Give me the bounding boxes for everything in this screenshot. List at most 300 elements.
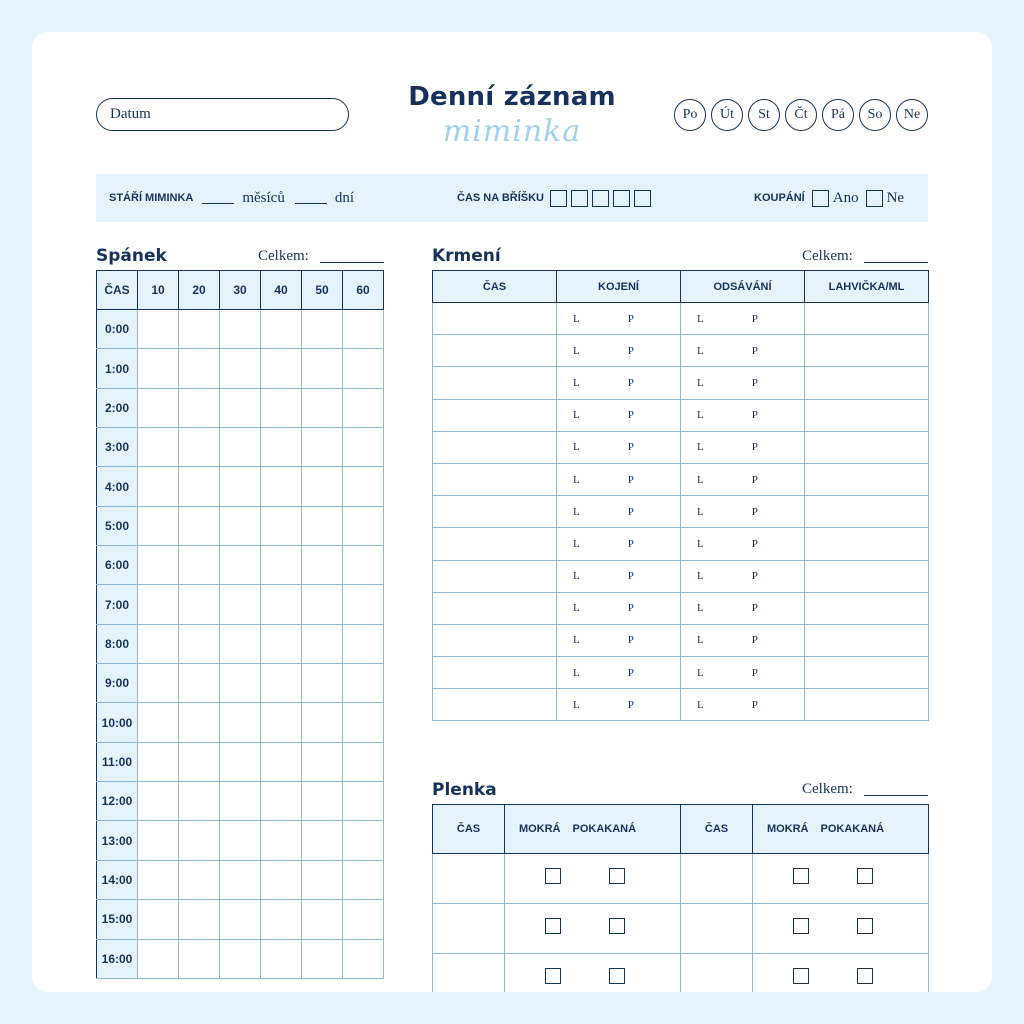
right-mark[interactable]: P <box>627 602 634 615</box>
left-right-marks <box>557 474 680 486</box>
pumping-cell[interactable] <box>681 689 805 721</box>
breastfeeding-cell[interactable] <box>557 463 681 495</box>
sleep-cell[interactable] <box>343 349 384 388</box>
left-mark[interactable]: L <box>697 505 704 518</box>
sleep-cell[interactable] <box>220 939 261 978</box>
sleep-cell[interactable] <box>220 467 261 506</box>
left-mark[interactable]: L <box>573 537 580 550</box>
wet-cell <box>753 854 809 904</box>
wet-checkbox[interactable] <box>545 918 561 934</box>
weekday-2[interactable]: St <box>748 99 780 131</box>
diaper-time-cell[interactable] <box>433 904 505 954</box>
right-mark[interactable]: P <box>751 409 758 422</box>
right-mark[interactable]: P <box>627 473 634 486</box>
weekday-5[interactable]: So <box>859 99 891 131</box>
bottle-ml-cell[interactable] <box>805 367 929 399</box>
sleep-cell[interactable] <box>261 388 302 427</box>
bottle-ml-cell[interactable] <box>805 624 929 656</box>
sleep-cell[interactable] <box>302 546 343 585</box>
sleep-cell[interactable] <box>138 585 179 624</box>
poop-cell <box>809 904 929 954</box>
sleep-cell[interactable] <box>179 388 220 427</box>
sleep-cell[interactable] <box>343 388 384 427</box>
sleep-hour-label: 3:00 <box>97 428 138 467</box>
feeding-time-cell[interactable] <box>433 689 557 721</box>
left-right-marks <box>681 377 804 389</box>
tummy-box[interactable] <box>550 190 567 207</box>
sleep-row <box>97 742 384 781</box>
bath-label: KOUPÁNÍ <box>754 192 805 204</box>
sleep-hour-label: 9:00 <box>97 664 138 703</box>
weekday-4[interactable]: Pá <box>822 99 854 131</box>
tummy-box[interactable] <box>592 190 609 207</box>
poop-checkbox[interactable] <box>609 918 625 934</box>
sleep-cell[interactable] <box>302 860 343 899</box>
left-mark[interactable]: L <box>697 473 704 486</box>
sleep-cell[interactable] <box>261 585 302 624</box>
diaper-time-cell[interactable] <box>681 854 753 904</box>
sleep-cell[interactable] <box>138 388 179 427</box>
sleep-cell[interactable] <box>261 782 302 821</box>
sleep-cell[interactable] <box>261 349 302 388</box>
feeding-time-cell[interactable] <box>433 431 557 463</box>
poop-checkbox[interactable] <box>857 968 873 984</box>
sleep-cell[interactable] <box>220 860 261 899</box>
sleep-cell[interactable] <box>302 742 343 781</box>
sleep-cell[interactable] <box>302 664 343 703</box>
left-mark[interactable]: L <box>573 344 580 357</box>
left-mark[interactable]: L <box>573 376 580 389</box>
poop-checkbox[interactable] <box>609 868 625 884</box>
feeding-row <box>433 431 929 463</box>
breastfeeding-cell[interactable] <box>557 560 681 592</box>
sleep-cell[interactable] <box>220 428 261 467</box>
sleep-cell[interactable] <box>261 664 302 703</box>
sleep-cell[interactable] <box>302 349 343 388</box>
pumping-cell[interactable] <box>681 496 805 528</box>
right-mark[interactable]: P <box>751 537 758 550</box>
tummy-box[interactable] <box>634 190 651 207</box>
right-mark[interactable]: P <box>751 666 758 679</box>
left-mark[interactable]: L <box>697 344 704 357</box>
age-label: STÁŘÍ MIMINKA <box>109 192 194 204</box>
feeding-time-cell[interactable] <box>433 367 557 399</box>
right-mark[interactable]: P <box>627 537 634 550</box>
sleep-cell[interactable] <box>138 349 179 388</box>
pumping-cell[interactable] <box>681 528 805 560</box>
sleep-cell[interactable] <box>302 939 343 978</box>
sleep-cell[interactable] <box>138 900 179 939</box>
bottle-ml-cell[interactable] <box>805 399 929 431</box>
right-mark[interactable]: P <box>627 312 634 325</box>
sleep-cell[interactable] <box>138 703 179 742</box>
bottle-ml-cell[interactable] <box>805 303 929 335</box>
diaper-col-header: MOKRÁ <box>505 805 561 854</box>
right-mark[interactable]: P <box>627 634 634 647</box>
left-right-marks <box>557 441 680 453</box>
left-mark[interactable]: L <box>573 602 580 615</box>
sleep-cell[interactable] <box>261 939 302 978</box>
date-field[interactable]: Datum <box>96 98 349 131</box>
sleep-cell[interactable] <box>261 467 302 506</box>
sleep-total-line <box>320 262 384 263</box>
sleep-cell[interactable] <box>343 664 384 703</box>
right-mark[interactable]: P <box>627 441 634 454</box>
diaper-title: Plenka <box>432 780 497 800</box>
feeding-time-cell[interactable] <box>433 399 557 431</box>
bath-no-checkbox[interactable] <box>866 190 883 207</box>
right-mark[interactable]: P <box>751 344 758 357</box>
sleep-cell[interactable] <box>179 624 220 663</box>
sleep-cell[interactable] <box>261 860 302 899</box>
sleep-cell[interactable] <box>138 782 179 821</box>
feeding-total[interactable] <box>802 248 928 265</box>
sleep-cell[interactable] <box>302 900 343 939</box>
sleep-cell[interactable] <box>138 506 179 545</box>
diaper-total[interactable] <box>802 781 928 798</box>
pumping-cell[interactable] <box>681 399 805 431</box>
sleep-cell[interactable] <box>261 624 302 663</box>
sleep-table <box>96 270 384 979</box>
left-mark[interactable]: L <box>697 537 704 550</box>
right-mark[interactable]: P <box>627 505 634 518</box>
sleep-cell[interactable] <box>138 939 179 978</box>
left-mark[interactable]: L <box>573 634 580 647</box>
sleep-cell[interactable] <box>343 939 384 978</box>
sleep-cell[interactable] <box>220 900 261 939</box>
left-mark[interactable]: L <box>697 441 704 454</box>
feeding-row <box>433 592 929 624</box>
left-mark[interactable]: L <box>573 698 580 711</box>
sleep-cell[interactable] <box>138 310 179 349</box>
tummy-box[interactable] <box>613 190 630 207</box>
left-mark[interactable]: L <box>573 666 580 679</box>
sleep-cell[interactable] <box>220 664 261 703</box>
right-mark[interactable]: P <box>627 698 634 711</box>
right-mark[interactable]: P <box>751 602 758 615</box>
right-mark[interactable]: P <box>627 409 634 422</box>
sleep-cell[interactable] <box>343 467 384 506</box>
left-mark[interactable]: L <box>697 376 704 389</box>
breastfeeding-cell[interactable] <box>557 657 681 689</box>
sleep-cell[interactable] <box>220 546 261 585</box>
days-blank[interactable] <box>295 192 327 204</box>
right-mark[interactable]: P <box>627 344 634 357</box>
sleep-cell[interactable] <box>302 624 343 663</box>
sleep-cell[interactable] <box>179 782 220 821</box>
sleep-hour-label: 5:00 <box>97 506 138 545</box>
diaper-time-cell[interactable] <box>433 854 505 904</box>
feeding-time-cell[interactable] <box>433 592 557 624</box>
sleep-cell[interactable] <box>179 467 220 506</box>
breastfeeding-cell[interactable] <box>557 624 681 656</box>
sleep-col-header: 50 <box>302 271 343 310</box>
sleep-cell[interactable] <box>138 664 179 703</box>
right-mark[interactable]: P <box>751 570 758 583</box>
right-mark[interactable]: P <box>627 376 634 389</box>
left-right-marks <box>557 345 680 357</box>
feeding-time-cell[interactable] <box>433 496 557 528</box>
sleep-cell[interactable] <box>179 349 220 388</box>
breastfeeding-cell[interactable] <box>557 528 681 560</box>
sleep-cell[interactable] <box>343 310 384 349</box>
left-mark[interactable]: L <box>573 473 580 486</box>
right-mark[interactable]: P <box>627 570 634 583</box>
breastfeeding-cell[interactable] <box>557 592 681 624</box>
sleep-cell[interactable] <box>138 546 179 585</box>
left-mark[interactable]: L <box>573 570 580 583</box>
poop-checkbox[interactable] <box>609 968 625 984</box>
sleep-cell[interactable] <box>343 585 384 624</box>
poop-cell <box>561 904 681 954</box>
pumping-cell[interactable] <box>681 303 805 335</box>
left-right-marks <box>681 699 804 711</box>
sleep-cell[interactable] <box>220 349 261 388</box>
left-right-marks <box>681 345 804 357</box>
sleep-cell[interactable] <box>343 742 384 781</box>
right-mark[interactable]: P <box>751 376 758 389</box>
sleep-cell[interactable] <box>302 821 343 860</box>
feeding-row <box>433 528 929 560</box>
sleep-cell[interactable] <box>302 310 343 349</box>
breastfeeding-cell[interactable] <box>557 496 681 528</box>
sleep-cell[interactable] <box>302 467 343 506</box>
pumping-cell[interactable] <box>681 463 805 495</box>
feeding-time-cell[interactable] <box>433 303 557 335</box>
poop-checkbox[interactable] <box>857 868 873 884</box>
feeding-time-cell[interactable] <box>433 624 557 656</box>
left-mark[interactable]: L <box>697 634 704 647</box>
sleep-cell[interactable] <box>138 821 179 860</box>
sleep-cell[interactable] <box>261 900 302 939</box>
bottle-ml-cell[interactable] <box>805 657 929 689</box>
tummy-time-boxes <box>550 190 651 207</box>
feeding-row <box>433 496 929 528</box>
weekday-6[interactable]: Ne <box>896 99 928 131</box>
sleep-cell[interactable] <box>179 506 220 545</box>
sleep-cell[interactable] <box>220 624 261 663</box>
left-right-marks <box>557 506 680 518</box>
sleep-cell[interactable] <box>220 821 261 860</box>
left-mark[interactable]: L <box>697 666 704 679</box>
sleep-cell[interactable] <box>179 900 220 939</box>
breastfeeding-cell[interactable] <box>557 335 681 367</box>
sleep-cell[interactable] <box>343 900 384 939</box>
bottle-ml-cell[interactable] <box>805 463 929 495</box>
sleep-cell[interactable] <box>220 388 261 427</box>
sleep-cell[interactable] <box>261 703 302 742</box>
tummy-box[interactable] <box>571 190 588 207</box>
breastfeeding-cell[interactable] <box>557 367 681 399</box>
bottle-ml-cell[interactable] <box>805 496 929 528</box>
sleep-cell[interactable] <box>220 310 261 349</box>
sleep-cell[interactable] <box>261 821 302 860</box>
pumping-cell[interactable] <box>681 560 805 592</box>
sleep-cell[interactable] <box>179 428 220 467</box>
right-mark[interactable]: P <box>751 441 758 454</box>
feeding-time-cell[interactable] <box>433 657 557 689</box>
sleep-cell[interactable] <box>179 585 220 624</box>
bottle-ml-cell[interactable] <box>805 335 929 367</box>
left-right-marks <box>557 377 680 389</box>
sleep-col-header: 60 <box>343 271 384 310</box>
poop-checkbox[interactable] <box>857 918 873 934</box>
sleep-cell[interactable] <box>343 782 384 821</box>
feeding-time-cell[interactable] <box>433 560 557 592</box>
diaper-time-cell[interactable] <box>681 904 753 954</box>
right-mark[interactable]: P <box>751 634 758 647</box>
bottle-ml-cell[interactable] <box>805 431 929 463</box>
right-mark[interactable]: P <box>751 505 758 518</box>
sleep-cell[interactable] <box>302 506 343 545</box>
wet-checkbox[interactable] <box>793 968 809 984</box>
weekday-1[interactable]: Út <box>711 99 743 131</box>
pumping-cell[interactable] <box>681 592 805 624</box>
diaper-row <box>433 904 929 954</box>
feeding-row <box>433 657 929 689</box>
sleep-cell[interactable] <box>302 782 343 821</box>
feeding-col-header: KOJENÍ <box>557 271 681 303</box>
feeding-row <box>433 399 929 431</box>
wet-checkbox[interactable] <box>793 918 809 934</box>
sleep-cell[interactable] <box>220 703 261 742</box>
weekday-3[interactable]: Čt <box>785 99 817 131</box>
sleep-cell[interactable] <box>220 506 261 545</box>
sleep-cell[interactable] <box>179 310 220 349</box>
sleep-cell[interactable] <box>179 939 220 978</box>
sleep-cell[interactable] <box>220 585 261 624</box>
poop-cell <box>561 854 681 904</box>
wet-checkbox[interactable] <box>545 968 561 984</box>
left-right-marks <box>681 441 804 453</box>
left-mark[interactable]: L <box>573 505 580 518</box>
sleep-cell[interactable] <box>220 742 261 781</box>
sleep-cell[interactable] <box>302 388 343 427</box>
sleep-cell[interactable] <box>261 310 302 349</box>
sleep-row <box>97 506 384 545</box>
sleep-hour-label: 8:00 <box>97 624 138 663</box>
sleep-cell[interactable] <box>179 860 220 899</box>
sleep-row <box>97 860 384 899</box>
breastfeeding-cell[interactable] <box>557 303 681 335</box>
sleep-hour-label: 14:00 <box>97 860 138 899</box>
bottle-ml-cell[interactable] <box>805 592 929 624</box>
sleep-cell[interactable] <box>343 821 384 860</box>
sleep-cell[interactable] <box>138 428 179 467</box>
left-mark[interactable]: L <box>697 409 704 422</box>
feeding-time-cell[interactable] <box>433 335 557 367</box>
sleep-cell[interactable] <box>138 467 179 506</box>
weekday-0[interactable]: Po <box>674 99 706 131</box>
feeding-row <box>433 367 929 399</box>
feeding-row <box>433 560 929 592</box>
pumping-cell[interactable] <box>681 335 805 367</box>
bath-yes-checkbox[interactable] <box>812 190 829 207</box>
sleep-row <box>97 585 384 624</box>
sleep-row <box>97 428 384 467</box>
sleep-row <box>97 546 384 585</box>
diaper-time-cell[interactable] <box>681 954 753 993</box>
sleep-cell[interactable] <box>261 546 302 585</box>
sleep-cell[interactable] <box>261 506 302 545</box>
sleep-cell[interactable] <box>302 428 343 467</box>
sleep-cell[interactable] <box>261 428 302 467</box>
sleep-cell[interactable] <box>343 860 384 899</box>
diaper-col-header: POKAKANÁ <box>561 805 681 854</box>
left-mark[interactable]: L <box>697 698 704 711</box>
left-mark[interactable]: L <box>697 602 704 615</box>
sleep-cell[interactable] <box>138 742 179 781</box>
sleep-cell[interactable] <box>343 624 384 663</box>
sleep-cell[interactable] <box>179 664 220 703</box>
left-mark[interactable]: L <box>573 312 580 325</box>
sleep-cell[interactable] <box>179 703 220 742</box>
diaper-total-line <box>864 795 928 796</box>
left-mark[interactable]: L <box>697 570 704 583</box>
left-right-marks <box>681 313 804 325</box>
left-mark[interactable]: L <box>697 312 704 325</box>
sleep-total[interactable] <box>258 248 384 265</box>
sleep-cell[interactable] <box>343 428 384 467</box>
left-mark[interactable]: L <box>573 409 580 422</box>
breastfeeding-cell[interactable] <box>557 431 681 463</box>
sleep-cell[interactable] <box>179 821 220 860</box>
sleep-cell[interactable] <box>261 742 302 781</box>
wet-checkbox[interactable] <box>545 868 561 884</box>
diaper-time-cell[interactable] <box>433 954 505 993</box>
left-right-marks <box>557 634 680 646</box>
months-blank[interactable] <box>202 192 234 204</box>
sleep-hour-label: 16:00 <box>97 939 138 978</box>
feeding-time-cell[interactable] <box>433 463 557 495</box>
bottle-ml-cell[interactable] <box>805 560 929 592</box>
sleep-row <box>97 310 384 349</box>
sleep-hour-label: 13:00 <box>97 821 138 860</box>
breastfeeding-cell[interactable] <box>557 689 681 721</box>
sleep-cell[interactable] <box>302 703 343 742</box>
sleep-cell[interactable] <box>220 782 261 821</box>
sleep-cell[interactable] <box>179 742 220 781</box>
sleep-cell[interactable] <box>138 624 179 663</box>
sleep-hour-label: 6:00 <box>97 546 138 585</box>
pumping-cell[interactable] <box>681 624 805 656</box>
wet-cell <box>505 954 561 993</box>
sleep-cell[interactable] <box>179 546 220 585</box>
left-right-marks <box>681 506 804 518</box>
sleep-cell[interactable] <box>343 546 384 585</box>
sleep-cell[interactable] <box>343 506 384 545</box>
feeding-title: Krmení <box>432 246 501 266</box>
pumping-cell[interactable] <box>681 367 805 399</box>
bottle-ml-cell[interactable] <box>805 528 929 560</box>
poop-cell <box>809 954 929 993</box>
left-mark[interactable]: L <box>573 441 580 454</box>
feeding-time-cell[interactable] <box>433 528 557 560</box>
right-mark[interactable]: P <box>627 666 634 679</box>
sleep-cell[interactable] <box>302 585 343 624</box>
right-mark[interactable]: P <box>751 473 758 486</box>
wet-checkbox[interactable] <box>793 868 809 884</box>
sleep-cell[interactable] <box>343 703 384 742</box>
right-mark[interactable]: P <box>751 698 758 711</box>
sleep-cell[interactable] <box>138 860 179 899</box>
pumping-cell[interactable] <box>681 431 805 463</box>
feeding-row <box>433 303 929 335</box>
right-mark[interactable]: P <box>751 312 758 325</box>
breastfeeding-cell[interactable] <box>557 399 681 431</box>
bottle-ml-cell[interactable] <box>805 689 929 721</box>
pumping-cell[interactable] <box>681 657 805 689</box>
